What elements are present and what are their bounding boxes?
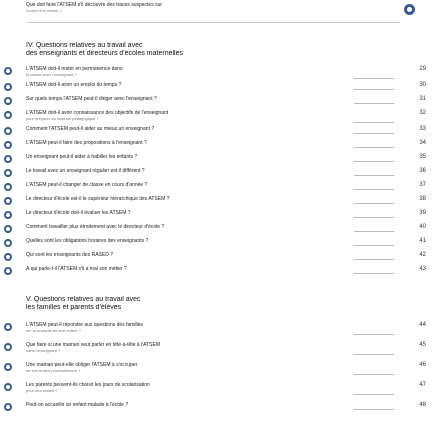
question-number: 48 [419,402,426,408]
question-text: Le travail avec un enseignant régulier est-il différent ? [26,168,145,174]
answer-line [354,122,394,123]
radio-circle-icon[interactable] [4,127,12,135]
answer-line [354,259,394,260]
question-text: Le directeur d'école est-il le supérieur hiérarchique des ATSEM ? [26,196,170,202]
section-4-subtitle: des enseignants et directeurs d'écoles maternelles [26,50,183,57]
questions-column [26,0,400,432]
answer-line [354,217,394,218]
answer-line [354,89,394,90]
radio-circle-icon[interactable] [4,403,12,411]
answer-line [354,147,394,148]
question-text: Qui sont les enseignants des RASED ? [26,252,113,258]
question-text: Comment l'ATSEM peut-il aider au mieux un enseignant ? [26,126,155,132]
question-number: 39 [419,210,426,216]
question-subtext: sur la scolarité de leur enfant ? [26,328,81,333]
radio-circle-icon[interactable] [4,211,12,219]
question-text: Comment travailler plus étroitement avec le directeur d'école ? [26,224,165,230]
question-text: L'ATSEM peut-il répondre aux questions des familles [26,322,144,328]
answer-line [354,374,394,375]
question-number: 37 [419,182,426,188]
question-subtext: de son enfant prioritairement ? [26,368,81,373]
radio-circle-icon[interactable] [4,83,12,91]
answer-line [354,334,394,335]
radio-circle-icon[interactable] [4,197,12,205]
answer-line [354,103,394,104]
question-text: Un enseignant peut-il aider à habiller les enfants ? [26,154,138,160]
question-text: L'ATSEM doit-il rester en permanence dans [26,66,123,72]
question-subtext: pour préparer du matériel pédagogique ? [26,116,99,121]
answer-line [354,409,394,410]
header-question: Que doit faire l'ATSEM s'il découvre des traces suspectes sur [26,2,163,8]
radio-circle-icon[interactable] [4,383,12,391]
answer-line [354,203,394,204]
answer-line [354,394,394,395]
radio-circle-icon[interactable] [4,97,12,105]
question-number: 46 [419,362,426,368]
score-column [402,0,432,432]
section-4-title: IV. Questions relatives au travail avec [26,42,143,49]
answer-line [354,245,394,246]
question-subtext: sans l'enseignant ? [26,348,61,353]
question-number: 41 [419,238,426,244]
question-number: 32 [419,110,426,116]
radio-circle-icon[interactable] [4,141,12,149]
question-text: L'ATSEM doit-il avoir un emploi du temps ? [26,82,122,88]
question-number: 29 [419,66,426,72]
answer-line [354,175,394,176]
question-number: 43 [419,266,426,272]
question-number: 42 [419,252,426,258]
question-number: 34 [419,140,426,146]
radio-circle-icon[interactable] [4,169,12,177]
question-text: Les parents peuvent-ils choisir les jours de scolarisation [26,382,150,388]
question-number: 45 [419,342,426,348]
question-subtext: la classe avec l'enseignant ? [26,72,77,77]
radio-circle-icon[interactable] [4,155,12,163]
question-text: Sur quels temps l'ATSEM peut-il diriger avec l'enseignant ? [26,96,157,102]
question-text: À qui parle-t-il l'ATSEM s'il a mal son métier ? [26,266,127,272]
answer-line [354,78,394,79]
question-number: 38 [419,196,426,202]
radio-circle-icon[interactable] [4,67,12,75]
question-number: 35 [419,154,426,160]
question-text: Le directeur d'école doit-il évaluer les ATSEM ? [26,210,131,216]
radio-circle-icon[interactable] [4,253,12,261]
question-number: 44 [419,322,426,328]
question-number: 40 [419,224,426,230]
divider [26,22,400,23]
question-number: 31 [419,96,426,102]
question-text: Une maman peut-elle obliger l'ATSEM à s'occuper [26,362,138,368]
radio-circle-icon[interactable] [4,239,12,247]
section-5-subtitle: les familles et parents d'élèves [26,304,122,311]
radio-circle-icon[interactable] [4,183,12,191]
question-marker-rail [0,0,24,432]
answer-line [354,273,394,274]
radio-circle-icon[interactable] [4,343,12,351]
answer-line [354,161,394,162]
question-number: 30 [419,82,426,88]
question-text: Que faire si une maman veut parler en tête-à-tête à l'ATSEM [26,342,160,348]
answer-line [354,133,394,134]
answer-line [354,231,394,232]
question-text: L'ATSEM doit-il avoir connaissance des objectifs de l'enseignant [26,110,169,116]
answer-line [354,354,394,355]
question-number: 47 [419,382,426,388]
answer-line [354,189,394,190]
question-number: 36 [419,168,426,174]
section-5-title: V. Questions relatives au travail avec [26,296,141,303]
radio-circle-icon[interactable] [4,225,12,233]
question-subtext: pour leur enfant ? [26,388,58,393]
header-question-sub: l'corps d'un enfant ? [26,8,62,13]
radio-circle-icon[interactable] [404,4,415,15]
radio-circle-icon[interactable] [4,323,12,331]
question-text: Quelles sont les obligations horaires des enseignants ? [26,238,149,244]
question-number: 33 [419,126,426,132]
radio-circle-icon[interactable] [4,111,12,119]
radio-circle-icon[interactable] [4,363,12,371]
radio-circle-icon[interactable] [4,267,12,275]
question-text: Peut-on accueillir un enfant malade à l'école ? [26,402,129,408]
question-text: L'ATSEM peut-il faire des propositions à l'enseignant ? [26,140,147,146]
question-text: L'ATSEM peut-il changer de classe en cours d'année ? [26,182,148,188]
